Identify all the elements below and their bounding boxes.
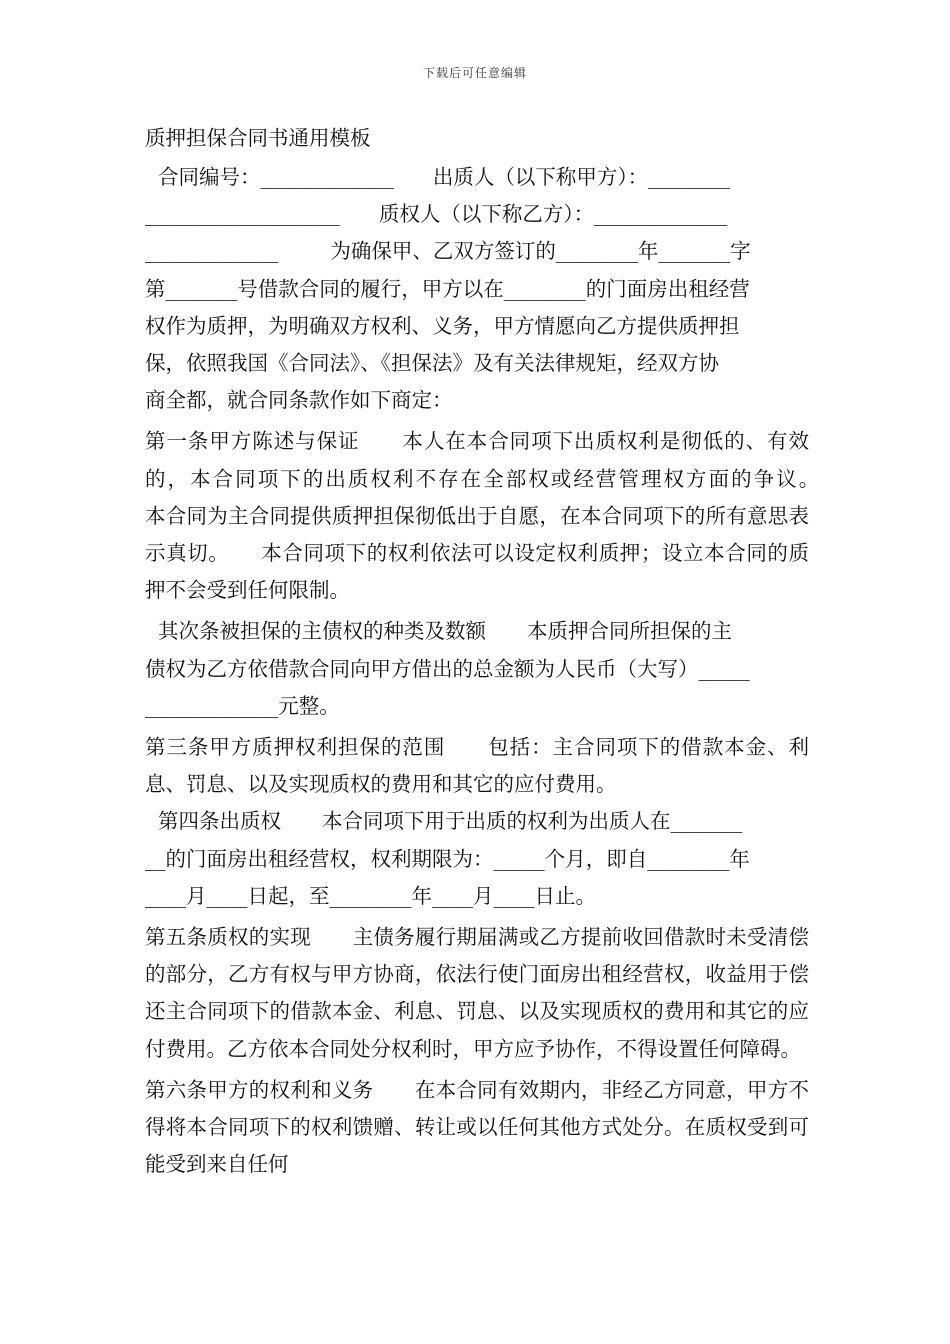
article-2-line: 债权为乙方依借款合同向甲方借出的总金额为人民币（大写）_____: [145, 656, 750, 681]
intro-line: 保，依照我国《合同法》、《担保法》及有关法律规矩，经双方协: [145, 351, 719, 376]
article-2-line: _____________元整。: [145, 693, 340, 718]
article-4-line: 第四条出质权 本合同项下用于出质的权利为出质人在_______: [145, 809, 743, 834]
intro-line: 权作为质押，为明确双方权利、义务，甲方情愿向乙方提供质押担: [145, 313, 740, 338]
article-1: 第一条甲方陈述与保证 本人在本合同项下出质权利是彻低的、有效的，本合同项下的出质权利不存在全部权或经营管理权方面的争议。 本合同为主合同提供质押担保彻低出于自愿，在本合同项下的所有意思表示真切。 本合同项下的权利依法可以设定权利质押；设立本合同的质押不会受到任何限制。: [145, 429, 850, 603]
intro-line: 商全都，就合同条款作如下商定：: [145, 388, 453, 413]
page-header-note: 下载后可任意编辑: [422, 66, 527, 80]
article-4-line: ____月____日起，至________年____月____日止。: [145, 883, 596, 908]
intro-line: 合同编号：_____________ 出质人（以下称甲方）：________: [145, 165, 731, 189]
intro-line: ___________________ 质权人（以下称乙方）：_____________: [145, 202, 728, 227]
intro-section: [145, 159, 809, 419]
contract-body: [145, 123, 850, 1183]
intro-line: _____________ 为确保甲、乙双方签订的________年_______字: [145, 239, 751, 264]
article-5: 第五条质权的实现 主债务履行期届满或乙方提前收回借款时未受清偿的部分，乙方有权与甲方协商，依法行使门面房出租经营权，收益用于偿还主合同项下的借款本金、利息、罚息、以及实现质权的费用和其它的应付费用。乙方依本合同处分权利时，甲方应予协作，不得设置任何障碍。: [145, 925, 809, 1061]
article-4: [145, 803, 809, 915]
article-3: 第三条甲方质押权利担保的范围 包括：主合同项下的借款本金、利息、罚息、以及实现质权的费用和其它的应付费用。: [145, 735, 809, 797]
article-4-line: __的门面房出租经营权，权利期限为：_____个月，即自________年: [145, 846, 750, 871]
article-6: 第六条甲方的权利和义务 在本合同有效期内，非经乙方同意，甲方不得将本合同项下的权利馈赠、转让或以任何其他方式处分。在质权受到可能受到来自任何: [145, 1077, 809, 1177]
document-title: 质押担保合同书通用模板: [145, 126, 371, 150]
article-2-line: 其次条被担保的主债权的种类及数额 本质押合同所担保的主: [145, 619, 733, 644]
article-2: [145, 613, 809, 725]
intro-line: 第_______号借款合同的履行，甲方以在________的门面房出租经营: [145, 276, 750, 301]
